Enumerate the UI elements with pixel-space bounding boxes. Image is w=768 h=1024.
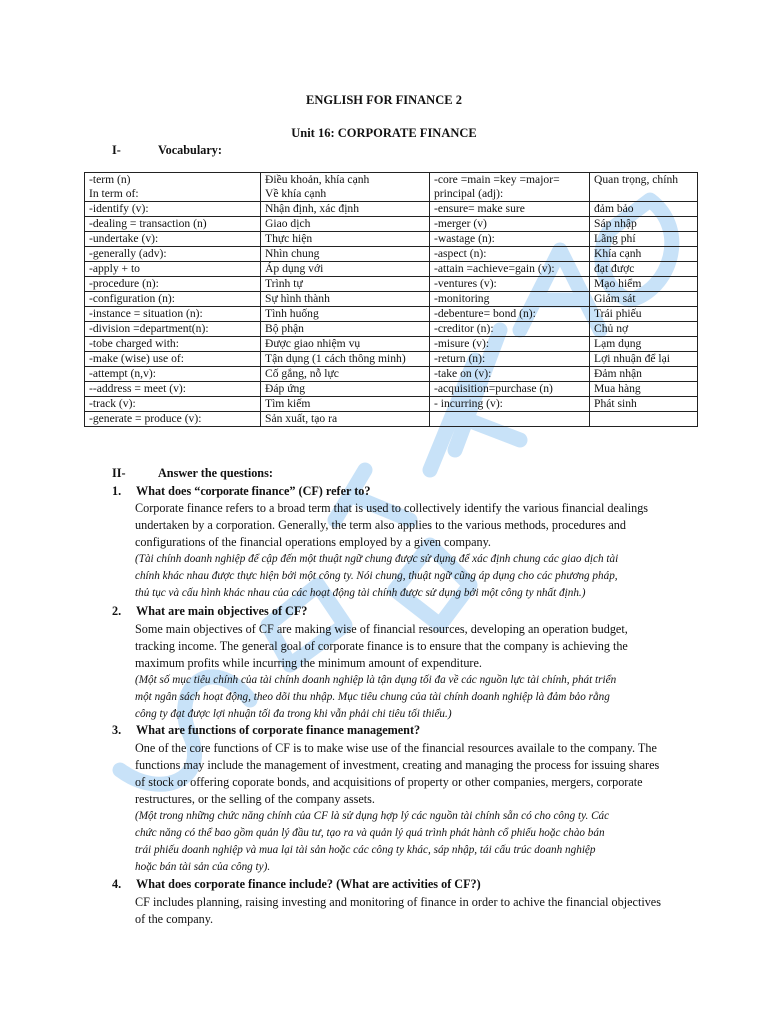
vocab-cell: -attempt (n,v):: [85, 367, 261, 382]
vocab-cell: -tobe charged with:: [85, 337, 261, 352]
answer-1: Corporate finance refers to a broad term that is used to collectively identify the various financial dealings undertaken by a corporation. Generally, the term also applies to the various methods, procedures and configurations of the financial operations employed by a given company.: [135, 501, 649, 549]
vocab-cell: -return (n):: [430, 352, 590, 367]
vocab-cell: Lợi nhuận để lại: [590, 352, 698, 367]
vocab-cell: Cố gắng, nỗ lực: [261, 367, 430, 382]
vocab-cell: - incurring (v):: [430, 397, 590, 412]
vocab-cell: -generally (adv):: [85, 247, 261, 262]
vocab-cell: -wastage (n):: [430, 232, 590, 247]
vocab-cell: Điều khoản, khía cạnh Về khía cạnh: [261, 173, 430, 202]
vocab-row: [85, 367, 698, 382]
vocab-cell: -instance = situation (n):: [85, 307, 261, 322]
vocab-cell: Lạm dụng: [590, 337, 698, 352]
vocab-cell: đảm bảo: [590, 202, 698, 217]
vocab-cell: Tìm kiếm: [261, 397, 430, 412]
vocab-cell: Chủ nợ: [590, 322, 698, 337]
vocab-row: [85, 217, 698, 232]
question-1: 1. What does “corporate finance” (CF) refer to?: [112, 484, 371, 498]
section-1-label: Vocabulary:: [158, 143, 222, 157]
question-number: 1.: [112, 484, 122, 498]
section-2-label: Answer the questions:: [158, 466, 273, 480]
vocab-cell: -debenture= bond (n):: [430, 307, 590, 322]
answer-3: One of the core functions of CF is to make wise use of the financial resources availale to the company. The functions may include the management of investment, creating and managing the process for issuing shares of stock or offering coporate bonds, and acquisitions of property or other companies, mergers, corporate restructures, or the selling of the company assets.: [135, 741, 660, 806]
vocab-cell: --address = meet (v):: [85, 382, 261, 397]
vocab-cell: Tận dụng (1 cách thông minh): [261, 352, 430, 367]
vocab-cell: -ventures (v):: [430, 277, 590, 292]
vocabulary-table: [84, 172, 698, 427]
vocab-cell: -term (n) In term of:: [85, 173, 261, 202]
vocab-cell: Phát sinh: [590, 397, 698, 412]
vocab-cell: Nhận định, xác định: [261, 202, 430, 217]
vocab-cell: [590, 412, 698, 427]
vocab-cell: -generate = produce (v):: [85, 412, 261, 427]
vocab-row: [85, 277, 698, 292]
vocab-cell: [430, 412, 590, 427]
vocab-cell: Áp dụng với: [261, 262, 430, 277]
vocab-cell: Lãng phí: [590, 232, 698, 247]
vocab-cell: -core =main =key =major= principal (adj):: [430, 173, 590, 202]
vocab-row: [85, 173, 698, 202]
vocab-cell: Mạo hiểm: [590, 277, 698, 292]
vocab-cell: Bộ phận: [261, 322, 430, 337]
translation-3: (Một trong những chức năng chính của CF là sử dụng hợp lý các nguồn tài chính sẵn có cho công ty. Các chức năng có thể bao gồm quản lý đầu tư, tạo ra và quản lý quá trình phát hành cổ phiếu hoặc chào bán trái phiếu doanh nghiệp và mua lại tài sản hoặc các công ty khác, sáp nhập, tái cấu trúc doanh nghiệp hoặc bán tài sản của công ty).: [135, 810, 610, 873]
unit-title: Unit 16: CORPORATE FINANCE: [291, 126, 477, 140]
vocab-row: [85, 247, 698, 262]
vocab-cell: Trình tự: [261, 277, 430, 292]
vocab-cell: Quan trọng, chính: [590, 173, 698, 202]
vocab-row: [85, 337, 698, 352]
vocab-cell: Khía cạnh: [590, 247, 698, 262]
vocab-cell: -merger (v): [430, 217, 590, 232]
vocab-cell: -identify (v):: [85, 202, 261, 217]
question-3: 3. What are functions of corporate finance management?: [112, 723, 421, 737]
vocab-cell: -dealing = transaction (n): [85, 217, 261, 232]
vocab-row: [85, 232, 698, 247]
vocab-cell: Sáp nhập: [590, 217, 698, 232]
vocab-cell: -take on (v):: [430, 367, 590, 382]
question-2: 2. What are main objectives of CF?: [112, 604, 308, 618]
vocab-cell: -undertake (v):: [85, 232, 261, 247]
vocab-row: [85, 202, 698, 217]
answer-2: Some main objectives of CF are making wise of financial resources, developing an operation budget, tracking income. The general goal of corporate finance is to ensure that the company is achieving the maximum profits while incurring the minimum amount of expenditure.: [135, 622, 628, 670]
vocab-row: [85, 307, 698, 322]
document-title: ENGLISH FOR FINANCE 2: [306, 93, 462, 107]
vocab-cell: Giám sát: [590, 292, 698, 307]
vocab-cell: -acquisition=purchase (n): [430, 382, 590, 397]
vocab-cell: Đáp ứng: [261, 382, 430, 397]
vocab-row: [85, 292, 698, 307]
vocab-cell: -monitoring: [430, 292, 590, 307]
translation-2: (Một số mục tiêu chính của tài chính doanh nghiệp là tận dụng tối đa về các nguồn lực tài chính, phát triển một ngân sách hoạt động, theo dõi thu nhập. Mục tiêu chung của tài chính doanh nghiệp là đảm bảo rằng công ty đạt được lợi nhuận tối đa trong khi vẫn phải chi tiêu tối thiểu.): [135, 674, 617, 720]
vocab-cell: Sản xuất, tạo ra: [261, 412, 430, 427]
question-4: 4. What does corporate finance include? (What are activities of CF?): [112, 877, 481, 891]
vocab-cell: -procedure (n):: [85, 277, 261, 292]
vocab-row: [85, 397, 698, 412]
vocab-cell: -ensure= make sure: [430, 202, 590, 217]
section-2-number: II-: [112, 466, 126, 480]
vocab-row: [85, 322, 698, 337]
vocab-cell: Mua hàng: [590, 382, 698, 397]
vocab-cell: -apply + to: [85, 262, 261, 277]
vocab-cell: -aspect (n):: [430, 247, 590, 262]
vocab-row: [85, 412, 698, 427]
vocab-cell: Trái phiếu: [590, 307, 698, 322]
section-1-number: I-: [112, 143, 121, 157]
vocab-cell: Đảm nhận: [590, 367, 698, 382]
vocab-cell: -configuration (n):: [85, 292, 261, 307]
vocab-cell: -misure (v):: [430, 337, 590, 352]
vocab-cell: Được giao nhiệm vụ: [261, 337, 430, 352]
vocab-cell: -creditor (n):: [430, 322, 590, 337]
vocab-cell: -attain =achieve=gain (v):: [430, 262, 590, 277]
vocab-cell: -division =department(n):: [85, 322, 261, 337]
vocab-row: [85, 262, 698, 277]
vocab-cell: Tình huống: [261, 307, 430, 322]
vocab-cell: Giao dịch: [261, 217, 430, 232]
vocab-cell: -make (wise) use of:: [85, 352, 261, 367]
answer-4: CF includes planning, raising investing and monitoring of finance in order to achive the financial objectives of the company.: [135, 895, 661, 926]
vocab-cell: Thực hiện: [261, 232, 430, 247]
vocab-row: [85, 382, 698, 397]
vocab-cell: Nhìn chung: [261, 247, 430, 262]
translation-1: (Tài chính doanh nghiệp để cập đến một thuật ngữ chung được sử dụng để xác định chung các giao dịch tài chính khác nhau được thực hiện bởi một công ty. Nói chung, thuật ngữ cũng áp dụng cho các phương pháp, thủ tục và cấu hình khác nhau của các hoạt động tài chính được sử dụng bởi một công ty nhất định.): [135, 553, 619, 599]
vocab-row: [85, 352, 698, 367]
vocab-cell: Sự hình thành: [261, 292, 430, 307]
vocab-cell: -track (v):: [85, 397, 261, 412]
vocab-cell: đạt được: [590, 262, 698, 277]
